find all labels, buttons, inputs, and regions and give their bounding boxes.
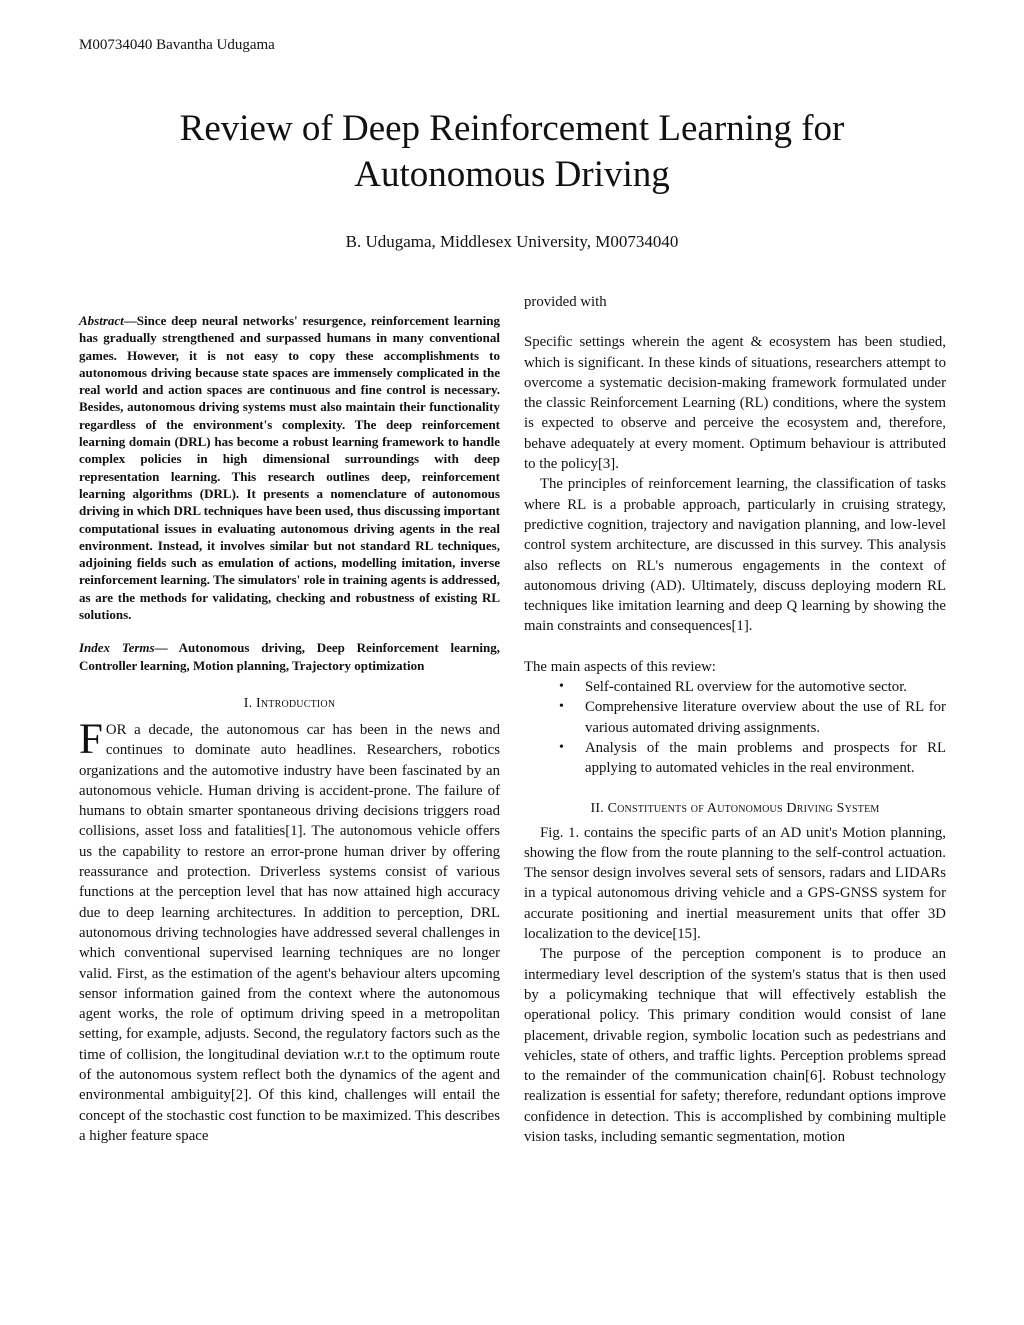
drop-cap: F bbox=[79, 715, 103, 763]
specific-settings-paragraph: Specific settings wherein the agent & ecosystem has been studied, which is significant. In these kinds of situations, researchers attempt to overcome a systematic decision-making framework formulated under the classic Reinforcement Learning (RL) conditions, where the system is expected to observe and perceive the ecosystem and, therefore, behave adequately at every moment. Optimum behaviour is attributed to the policy[3]. bbox=[524, 334, 946, 473]
list-item: • Comprehensive literature overview about the use of RL for various automated driving assignments. bbox=[585, 697, 946, 738]
header-id-line: M00734040 Bavantha Udugama bbox=[79, 37, 275, 53]
intro-paragraph-text: OR a decade, the autonomous car has been in the news and continues to dominate auto headlines. Researchers, robotics organizations and the automotive industry have been fascinated by an autonomous vehicle. Human driving is accident-prone. The failure of humans to obtain smarter spontaneous driving decisions triggers road collisions, asset loss and fatalities[1]. The autonomous vehicle offers us the capability to restore an error-prone human driver by offering reassurance and protection. Driverless systems consist of various functions at the perception level that has now attained high accuracy due to deep learning architectures. In addition to perception, DRL autonomous driving technologies have addressed several challenges in which conventional supervised learning techniques are no longer valid. First, as the estimation of the agent's behaviour alters upcoming sensor information gained from the context where the autonomous agent works, the role of optimum driving speed in a metropolitan setting, for example, adjusts. Second, the regulatory factors such as the time of collision, the longitudinal deviation w.r.t to the optimum route of the autonomous system reflect both the dynamics of the agent and environmental ambiguity[2]. Of this kind, challenges will entail the concept of the stochastic cost function to be maximized. This describes a higher feature space bbox=[79, 721, 500, 1144]
title-line-1: Review of Deep Reinforcement Learning for bbox=[179, 108, 845, 149]
section1-title: Introduction bbox=[255, 695, 336, 711]
section-heading-introduction bbox=[79, 696, 500, 712]
index-terms-label: Index Terms bbox=[79, 640, 155, 656]
list-item: • Self-contained RL overview for the automotive sector. bbox=[585, 677, 946, 697]
section1-number: I. bbox=[243, 695, 253, 711]
list-item: • Analysis of the main problems and prospects for RL applying to automated vehicles in the real environment. bbox=[585, 738, 946, 779]
intro-paragraph bbox=[79, 715, 500, 1146]
index-terms-text: — Autonomous driving, Deep Reinforcement learning, Controller learning, Motion planning, Trajectory optimization bbox=[79, 640, 500, 673]
title-line-2: Autonomous Driving bbox=[354, 154, 670, 195]
abstract bbox=[79, 312, 500, 623]
index-terms bbox=[79, 639, 500, 674]
right-column bbox=[524, 292, 946, 1147]
aspects-list bbox=[524, 677, 946, 778]
left-column bbox=[79, 312, 500, 1146]
paper-title bbox=[0, 106, 1024, 198]
aspects-intro: The main aspects of this review: bbox=[524, 658, 716, 675]
continuation-text: provided with bbox=[524, 294, 607, 310]
section2-title: Constituents of Autonomous Driving System bbox=[607, 800, 880, 816]
abstract-label: Abstract bbox=[79, 313, 124, 328]
section2-paragraph-2: The purpose of the perception component is to produce an intermediary level description of the system's status that is then used by a policymaking technique that will effectively establish the operational policy. This primary condition would consist of lane placement, drivable region, symbolic location such as pedestrians and vehicles, state of others, and traffic lights. Perception problems spread to the remainder of the communication chain[6]. Robust technology realization is essential for safety; therefore, redundant options improve confidence in detection. This is accomplished by combining multiple vision tasks, including semantic segmentation, motion bbox=[524, 946, 946, 1145]
author-line: B. Udugama, Middlesex University, M00734040 bbox=[345, 232, 679, 251]
section-heading-constituents bbox=[524, 801, 946, 817]
principles-paragraph: The principles of reinforcement learning, the classification of tasks where RL is a probable approach, particularly in cruising strategy, predictive cognition, trajectory and navigation planning, and low-level control system architecture, are discussed in this survey. This analysis also reflects on RL's numerous engagements in the context of autonomous driving (AD). Ultimately, discuss deploying modern RL techniques like imitation learning and deep Q learning by showing the main constraints and consequences[1]. bbox=[524, 476, 946, 635]
section2-paragraph-1: Fig. 1. contains the specific parts of an AD unit's Motion planning, showing the flow from the route planning to the self-control actuation. The sensor design involves several sets of sensors, radars and LIDARs in a typical autonomous driving vehicle and a GPS-GNSS system for accurate positioning and inertial measurement units that offer 3D localization to the device[15]. bbox=[524, 824, 946, 943]
abstract-text: —Since deep neural networks' resurgence, reinforcement learning has gradually strengthened and surpassed humans in many conventional games. However, it is not easy to copy these accomplishments to autonomous driving because state spaces are immensely complicated in the real world and action spaces are continuous and fine control is necessary. Besides, autonomous driving systems must also maintain their functionality regardless of the environment's complexity. The deep reinforcement learning domain (DRL) has become a robust learning framework to handle complex policies in high dimensional surroundings with deep representation learning. This research outlines deep, reinforcement learning algorithms (DRL). It presents a nomenclature of autonomous driving in which DRL techniques have been used, thus discussing important computational issues in evaluating autonomous driving agents in the real environment. Instead, it involves similar but not standard RL techniques, adjoining fields such as emulation of actions, modelling imitation, inverse reinforcement learning. The simulators' role in training agents is addressed, as are the methods for validating, checking and robustness of existing RL solutions. bbox=[79, 313, 500, 623]
section2-number: II. bbox=[590, 800, 604, 816]
